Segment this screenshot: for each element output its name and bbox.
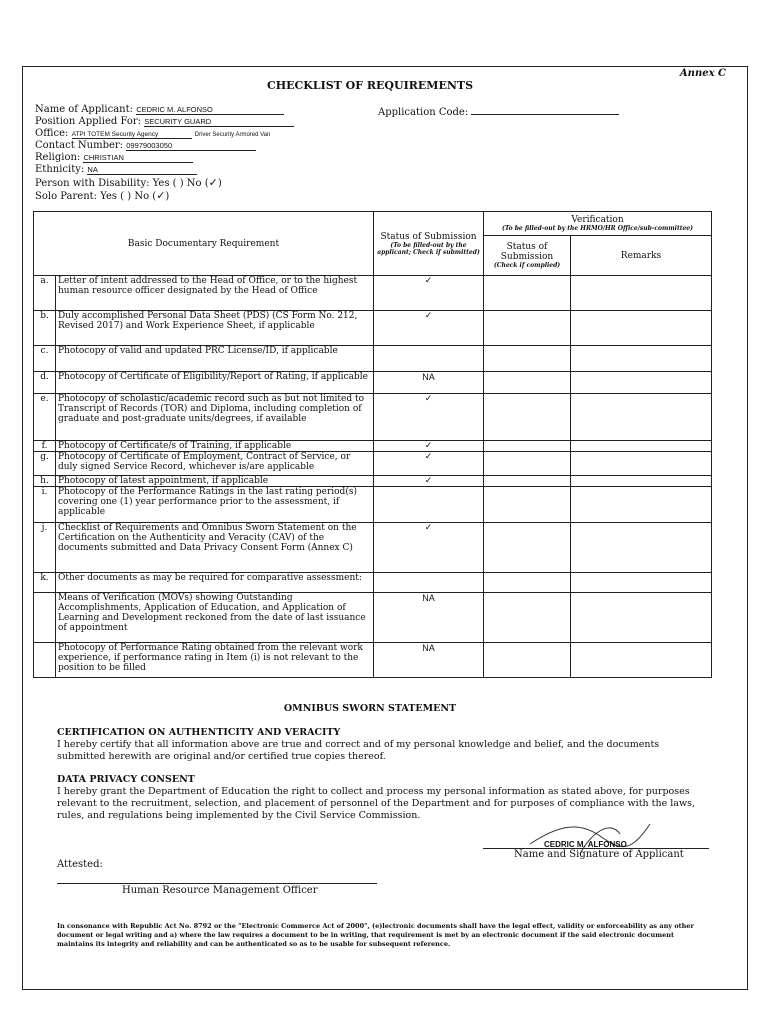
verification-status-cell[interactable] <box>484 311 571 346</box>
remarks-cell[interactable] <box>571 311 712 346</box>
requirement-row <box>34 276 712 311</box>
remarks-cell[interactable] <box>571 276 712 311</box>
cav-title: CERTIFICATION ON AUTHENTICITY AND VERACITY <box>57 727 341 738</box>
annex-label: Annex C <box>679 68 726 79</box>
requirement-row <box>34 311 712 346</box>
remarks-cell[interactable] <box>571 441 712 452</box>
requirement-letter: f. <box>34 441 56 452</box>
remarks-cell[interactable] <box>571 452 712 476</box>
solo-parent-row <box>35 189 169 202</box>
position-field[interactable]: SECURITY GUARD <box>144 117 294 127</box>
pwd-close: ) <box>217 178 222 189</box>
pwd-no-checkbox[interactable]: ✓ <box>208 176 218 189</box>
requirements-table <box>33 211 712 678</box>
submission-status-cell[interactable] <box>374 487 484 523</box>
applicant-name-row <box>35 104 284 115</box>
submission-status-cell[interactable] <box>374 346 484 372</box>
application-code-label: Application Code: <box>378 107 469 118</box>
applicant-name-field[interactable]: CEDRIC M. ALFONSO <box>136 105 284 115</box>
requirement-letter: h. <box>34 476 56 487</box>
requirement-row <box>34 476 712 487</box>
verification-status-cell[interactable] <box>484 523 571 573</box>
submission-status-cell[interactable]: ✓ <box>374 476 484 487</box>
requirement-text: Photocopy of valid and updated PRC License/ID, if applicable <box>56 346 374 372</box>
requirement-letter <box>34 643 56 678</box>
requirement-text: Photocopy of Performance Rating obtained from the relevant work experience, if performance rating in Item (i) is not relevant to the position to be filled <box>56 643 374 678</box>
cav-text: I hereby certify that all information above are true and correct and of my personal knowledge and belief, and the documents submitted herewith are original and/or certified true copies thereof. <box>57 739 660 762</box>
requirement-letter: b. <box>34 311 56 346</box>
submission-status-cell[interactable]: NA <box>374 372 484 394</box>
requirement-text: Letter of intent addressed to the Head of Office, or to the highest human resource officer designated by the Head of Office <box>56 276 374 311</box>
verification-status-cell[interactable] <box>484 643 571 678</box>
requirement-row <box>34 523 712 573</box>
verification-status-cell[interactable] <box>484 593 571 643</box>
requirement-row <box>34 487 712 523</box>
application-code-field[interactable] <box>471 104 619 115</box>
contact-label: Contact Number: <box>35 140 124 151</box>
hrmo-label: Human Resource Management Officer <box>122 885 318 896</box>
verification-status-cell[interactable] <box>484 276 571 311</box>
submission-status-cell[interactable]: ✓ <box>374 394 484 441</box>
requirement-text: Checklist of Requirements and Omnibus Sworn Statement on the Certification on the Authenticity and Veracity (CAV) of the documents submitted and Data Privacy Consent Form (Annex C) <box>56 523 374 573</box>
header-remarks: Remarks <box>571 236 712 276</box>
office-row <box>35 128 270 139</box>
hrmo-signature-line[interactable] <box>57 883 377 884</box>
requirement-text: Other documents as may be required for comparative assessment: <box>56 573 374 593</box>
religion-label: Religion: <box>35 152 81 163</box>
verification-status-cell[interactable] <box>484 487 571 523</box>
submission-status-cell[interactable]: ✓ <box>374 441 484 452</box>
religion-row <box>35 152 193 163</box>
requirement-row <box>34 643 712 678</box>
remarks-cell[interactable] <box>571 643 712 678</box>
remarks-cell[interactable] <box>571 394 712 441</box>
header-status <box>374 212 484 276</box>
requirement-letter: k. <box>34 573 56 593</box>
header-verification <box>484 212 712 236</box>
solo-parent-label: Solo Parent: Yes ( ) No ( <box>35 191 157 202</box>
submission-status-cell[interactable]: NA <box>374 643 484 678</box>
requirement-row <box>34 573 712 593</box>
submission-status-cell[interactable]: ✓ <box>374 276 484 311</box>
applicant-signature-name: CEDRIC M. ALFONSO <box>544 840 627 849</box>
ethnicity-field[interactable]: NA <box>87 165 197 175</box>
requirement-letter: e. <box>34 394 56 441</box>
office-field[interactable]: ATPI TOTEM Security Agency <box>72 131 192 139</box>
remarks-cell[interactable] <box>571 523 712 573</box>
position-row <box>35 116 294 127</box>
signature-label: Name and Signature of Applicant <box>514 849 684 860</box>
dpc-text: I hereby grant the Department of Education the right to collect and process my personal information as stated above, for purposes relevant to the recruitment, selection, and placement of personnel of the Department and for purposes of compliance with the laws, rules, and regulations being implemented by the Civil Service Commission. <box>57 786 695 821</box>
solo-close: ) <box>165 191 170 202</box>
requirement-row <box>34 372 712 394</box>
requirement-letter: g. <box>34 452 56 476</box>
header-ver-status-label: Status of Submission <box>500 242 554 262</box>
submission-status-cell[interactable]: ✓ <box>374 452 484 476</box>
header-verification-label: Verification <box>571 215 624 225</box>
requirement-letter: j. <box>34 523 56 573</box>
verification-status-cell[interactable] <box>484 452 571 476</box>
remarks-cell[interactable] <box>571 372 712 394</box>
requirement-text: Duly accomplished Personal Data Sheet (PDS) (CS Form No. 212, Revised 2017) and Work Experience Sheet, if applicable <box>56 311 374 346</box>
requirement-text: Photocopy of Certificate of Eligibility/Report of Rating, if applicable <box>56 372 374 394</box>
header-status-note: (To be filled-out by the applicant; Check if submitted) <box>377 241 480 256</box>
remarks-cell[interactable] <box>571 476 712 487</box>
verification-status-cell[interactable] <box>484 394 571 441</box>
position-label: Position Applied For: <box>35 116 142 127</box>
pwd-row <box>35 176 222 189</box>
requirement-text: Photocopy of Certificate/s of Training, if applicable <box>56 441 374 452</box>
name-label: Name of Applicant: <box>35 104 134 115</box>
requirement-letter: d. <box>34 372 56 394</box>
verification-status-cell[interactable] <box>484 573 571 593</box>
verification-status-cell[interactable] <box>484 346 571 372</box>
verification-status-cell[interactable] <box>484 476 571 487</box>
requirement-row <box>34 441 712 452</box>
header-status-label: Status of Submission <box>380 231 477 242</box>
requirement-text: Photocopy of the Performance Ratings in the last rating period(s) covering one (1) year performance prior to the assessment, if applicable <box>56 487 374 523</box>
submission-status-cell[interactable]: NA <box>374 593 484 643</box>
submission-status-cell[interactable]: ✓ <box>374 311 484 346</box>
office-extra: Driver Security Armored Van <box>194 132 271 138</box>
header-requirement: Basic Documentary Requirement <box>34 212 374 276</box>
submission-status-cell[interactable]: ✓ <box>374 523 484 573</box>
requirement-letter: c. <box>34 346 56 372</box>
requirement-row <box>34 593 712 643</box>
page-title: CHECKLIST OF REQUIREMENTS <box>266 79 474 92</box>
verification-status-cell[interactable] <box>484 441 571 452</box>
application-code-row <box>378 104 619 118</box>
header-ver-status <box>484 236 571 276</box>
requirement-letter <box>34 593 56 643</box>
header-ver-status-note: (Check if complied) <box>493 262 561 269</box>
dpc-title: DATA PRIVACY CONSENT <box>57 774 195 785</box>
attested-label: Attested: <box>57 859 103 870</box>
requirement-text: Photocopy of Certificate of Employment, Contract of Service, or duly signed Service Record, whichever is/are applicable <box>56 452 374 476</box>
contact-field[interactable]: 09979003050 <box>126 141 256 151</box>
requirement-row <box>34 346 712 372</box>
remarks-cell[interactable] <box>571 573 712 593</box>
requirement-text: Photocopy of latest appointment, if applicable <box>56 476 374 487</box>
religion-field[interactable]: CHRISTIAN <box>83 153 193 163</box>
header-verification-note: (To be filled-out by the HRMO/HR Office/sub-committee) <box>502 225 693 232</box>
requirement-letter: a. <box>34 276 56 311</box>
submission-status-cell[interactable] <box>374 573 484 593</box>
office-label: Office: <box>35 128 69 139</box>
remarks-cell[interactable] <box>571 487 712 523</box>
ethnicity-label: Ethnicity: <box>35 164 85 175</box>
contact-row <box>35 140 256 151</box>
requirement-row <box>34 452 712 476</box>
requirement-text: Photocopy of scholastic/academic record such as but not limited to Transcript of Records (TOR) and Diploma, including completion of graduate and post-graduate units/degrees, if available <box>56 394 374 441</box>
requirement-row <box>34 394 712 441</box>
requirement-text: Means of Verification (MOVs) showing Outstanding Accomplishments, Application of Education, and Application of Learning and Development reckoned from the date of last issuance of appointment <box>56 593 374 643</box>
requirement-letter: i. <box>34 487 56 523</box>
pwd-label: Person with Disability: Yes ( ) No ( <box>35 178 209 189</box>
verification-status-cell[interactable] <box>484 372 571 394</box>
remarks-cell[interactable] <box>571 593 712 643</box>
footnote: In consonance with Republic Act No. 8792 or the "Electronic Commerce Act of 2000", (e)lectronic documents shall have the legal effect, validity or enforceability as any other document or legal writing and a) where the law requires a document to be in writing, that requirement is met by an electronic document if the said electronic document maintains its integrity and reliability and can be authenticated so as to be usable for subsequent reference. <box>57 922 694 948</box>
requirements-body <box>34 276 712 678</box>
remarks-cell[interactable] <box>571 346 712 372</box>
solo-no-checkbox[interactable]: ✓ <box>156 189 166 202</box>
ethnicity-row <box>35 164 197 175</box>
omnibus-title: OMNIBUS SWORN STATEMENT <box>283 703 457 714</box>
